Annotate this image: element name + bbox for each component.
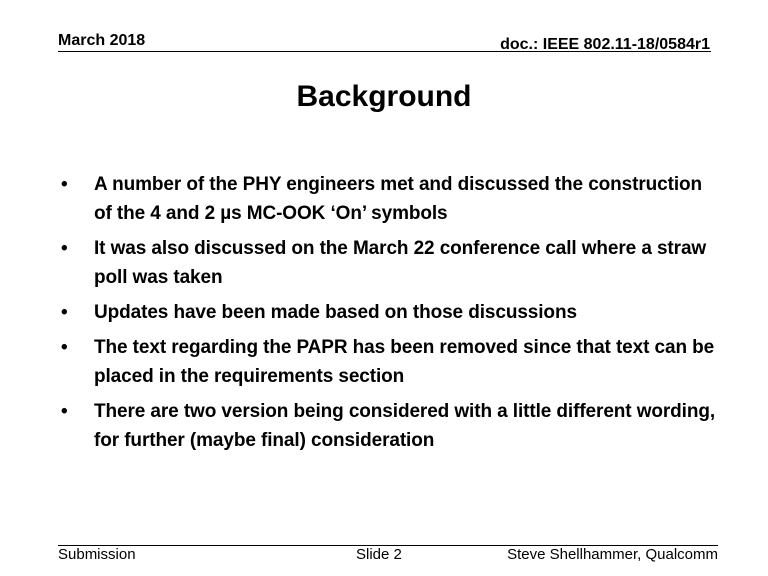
footer-author: Steve Shellhammer, Qualcomm	[507, 546, 718, 563]
header-date: March 2018	[58, 32, 146, 49]
bullet-item	[56, 397, 716, 455]
bullet-item	[56, 298, 716, 327]
bullet-item	[56, 333, 716, 391]
bullet-text: A number of the PHY engineers met and discussed the construction of the 4 and 2 µs MC-OOK ‘On’ symbols	[94, 174, 703, 224]
footer-slide-number: Slide 2	[356, 546, 402, 563]
header-doc-id: doc.: IEEE 802.11-18/0584r1	[500, 36, 710, 53]
bullet-item	[56, 234, 716, 292]
bullet-text: There are two version being considered with a little different wording, for further (maybe final) consideration	[94, 401, 716, 451]
footer-submission: Submission	[58, 546, 136, 563]
bullet-icon: •	[61, 174, 68, 195]
header-divider	[58, 51, 711, 52]
slide-title: Background	[296, 80, 472, 113]
bullet-icon: •	[61, 238, 68, 259]
bullet-icon: •	[61, 401, 68, 422]
bullet-icon: •	[61, 337, 68, 358]
bullet-text: It was also discussed on the March 22 conference call where a straw poll was taken	[94, 238, 707, 288]
bullet-text: Updates have been made based on those discussions	[94, 302, 577, 323]
bullet-list	[56, 170, 716, 461]
bullet-text: The text regarding the PAPR has been removed since that text can be placed in the requirements section	[94, 337, 715, 387]
bullet-item	[56, 170, 716, 228]
bullet-icon: •	[61, 302, 68, 323]
